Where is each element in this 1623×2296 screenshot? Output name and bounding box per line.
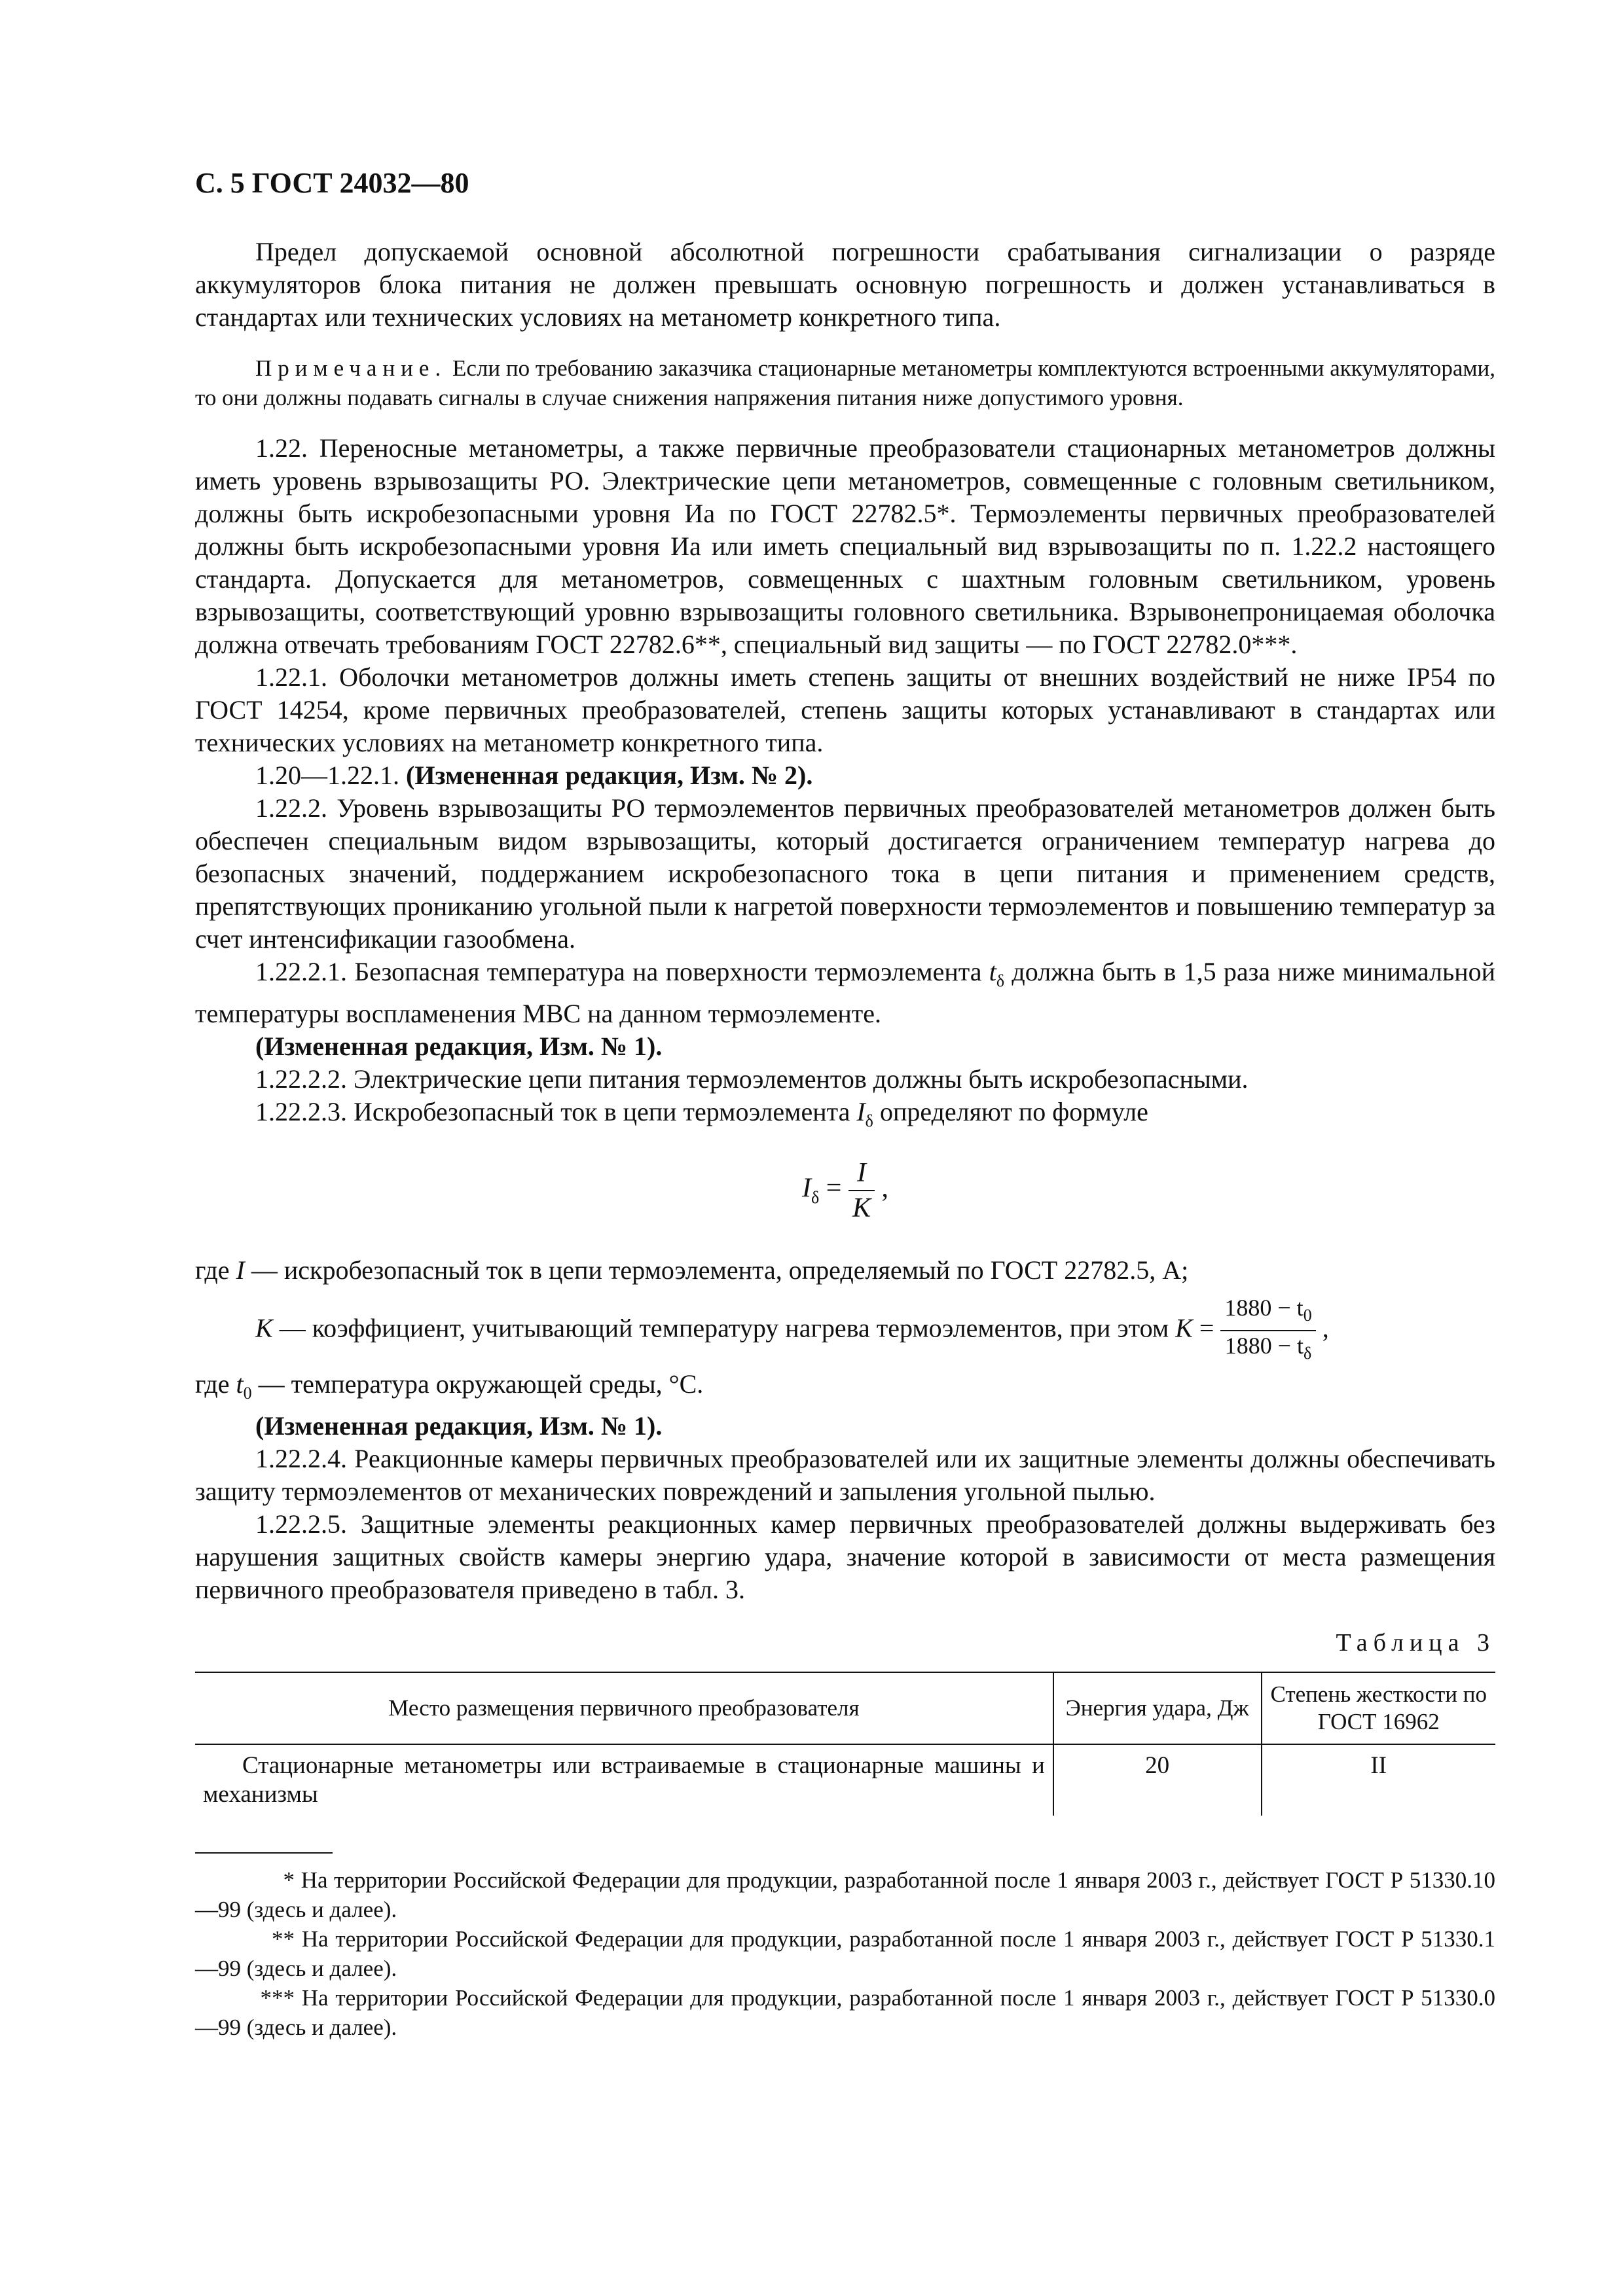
- footnote-text: На территории Российской Федерации для продукции, разработанной после 1 января 2003 г., действует ГОСТ Р 51330.1—99 (здесь и далее).: [195, 1926, 1495, 1982]
- where-coefficient: [195, 1293, 1495, 1368]
- symbol-subscript: δ: [996, 971, 1005, 990]
- fraction-denominator: K: [852, 1193, 871, 1223]
- footnote-text: На территории Российской Федерации для продукции, разработанной после 1 января 2003 г., действует ГОСТ Р 51330.10—99 (здесь и далее).: [195, 1867, 1495, 1923]
- clause-text: 1.22.2.1. Безопасная температура на поверхности термоэлемента: [255, 957, 989, 986]
- coefficient-fraction: [1220, 1293, 1315, 1368]
- where-temperature: [195, 1368, 1495, 1410]
- table-cell: Стационарные метанометры или встраиваемые в стационарные машины и механизмы: [203, 1752, 1045, 1808]
- note-text: Если по требованию заказчика стационарные метанометры комплектуются встроенными аккумуляторами, то они должны подавать сигналы в случае снижения напряжения питания ниже допустимого уровня.: [195, 355, 1495, 410]
- clause-1-22: 1.22. Переносные метанометры, а также первичные преобразователи стационарных метанометров должны иметь уровень взрывозащиты РО. Электрические цепи метанометров, совмещенные с головным светильником, должны быть искробезопасными уровня Иа по ГОСТ 22782.5*. Термоэлементы первичных преобразователей должны быть искробезопасными уровня Иа или иметь специальный вид взрывозащиты по п. 1.22.2 настоящего стандарта. Допускается для метанометров, совмещенных с шахтным головным светильником, уровень взрывозащиты, соответствующий уровню взрывозащиты головного светильника. Взрывонепроницаемая оболочка должна отвечать требованиям ГОСТ 22782.6**, специальный вид защиты — по ГОСТ 22782.0***.: [195, 433, 1495, 659]
- footnote-mark: ***: [260, 1985, 295, 2011]
- formula-equals: =: [819, 1173, 848, 1204]
- formula-tail: ,: [874, 1173, 888, 1204]
- where-text: — температура окружающей среды, °С.: [251, 1369, 704, 1399]
- table-header-cell: Энергия удара, Дж: [1053, 1672, 1262, 1744]
- footnote-mark: **: [272, 1926, 295, 1952]
- footnote-text: На территории Российской Федерации для продукции, разработанной после 1 января 2003 г., действует ГОСТ Р 51330.0—99 (здесь и далее).: [195, 1985, 1495, 2041]
- footnote-mark: *: [283, 1867, 295, 1893]
- fraction-numerator: I: [848, 1156, 875, 1191]
- where-text: где: [195, 1369, 236, 1399]
- formula-equals: =: [1192, 1313, 1221, 1343]
- clause-1-22-2-2: 1.22.2.2. Электрические цепи питания термоэлементов должны быть искробезопасными.: [255, 1064, 1249, 1094]
- clause-1-22-2-1: [195, 956, 1495, 1030]
- amendment-1a: (Измененная редакция, Изм. № 1).: [255, 1031, 663, 1061]
- clause-1-22-2: 1.22.2. Уровень взрывозащиты РО термоэлементов первичных преобразователей метанометров должен быть обеспечен специальным видом взрывозащиты, который достигается ограничением температур нагрева до безопасных значений, поддержанием искробезопасного тока в цепи питания и применением средств, препятствующих прониканию угольной пыли к нагретой поверхности термоэлементов и повышению температур за счет интенсификации газообмена.: [195, 793, 1495, 954]
- numerator-text: 1880 − t: [1224, 1295, 1304, 1321]
- symbol: I: [236, 1255, 245, 1285]
- table-cell: II: [1262, 1744, 1495, 1816]
- where-text: — искробезопасный ток в цепи термоэлемента, определяемый по ГОСТ 22782.5, А;: [244, 1255, 1189, 1285]
- table-header-row: [195, 1672, 1495, 1744]
- table-caption: Таблица 3: [1336, 1629, 1495, 1657]
- clause-1-22-2-5: 1.22.2.5. Защитные элементы реакционных камер первичных преобразователей должны выдерживать без нарушения защитных свойств камеры энергию удара, значение которой в зависимости от места размещения первичного преобразователя приведено в табл. 3.: [195, 1509, 1495, 1605]
- formula-tail: ,: [1315, 1313, 1329, 1343]
- footnote: [195, 1983, 1495, 2042]
- where-current: [195, 1254, 1495, 1287]
- clause-text: должна быть в 1,5 раза ниже минимальной температуры воспламенения МВС на данном термоэлементе.: [195, 957, 1496, 1028]
- fraction-numerator: [1220, 1293, 1315, 1331]
- footnote: [195, 1924, 1495, 1983]
- note-label: Примечание.: [255, 355, 447, 381]
- formula-fraction: [848, 1156, 875, 1225]
- fraction-denominator: [1220, 1331, 1315, 1368]
- amendment-2: [195, 759, 1495, 792]
- clause-1-22-2-4: 1.22.2.4. Реакционные камеры первичных преобразователей или их защитные элементы должны обеспечивать защиту термоэлементов от механических повреждений и запыления угольной пылью.: [195, 1444, 1495, 1507]
- document-page: [195, 164, 1495, 2042]
- clause-text: 1.22.2.3. Искробезопасный ток в цепи термоэлемента: [255, 1097, 857, 1126]
- symbol: t: [989, 957, 996, 986]
- amendment-2-text: (Измененная редакция, Изм. № 2).: [406, 761, 813, 790]
- table-cell: 20: [1053, 1744, 1262, 1816]
- where-text: где: [195, 1255, 236, 1285]
- intro-paragraph: Предел допускаемой основной абсолютной погрешности срабатывания сигнализации о разряде аккумуляторов блока питания не должен превышать основную погрешность и должен устанавливаться в стандартах или технических условиях на метанометр конкретного типа.: [195, 237, 1495, 332]
- formula-lhs-subscript: δ: [811, 1188, 820, 1208]
- denominator-subscript: δ: [1304, 1344, 1312, 1363]
- where-text: — коэффициент, учитывающий температуру нагрева термоэлементов, при этом: [272, 1313, 1176, 1343]
- denominator-text: 1880 − t: [1224, 1333, 1304, 1359]
- formula-current: [195, 1156, 1495, 1241]
- amendment-2-prefix: 1.20—1.22.1.: [255, 761, 406, 790]
- clause-text: определяют по формуле: [873, 1097, 1148, 1126]
- footnote: [195, 1865, 1495, 1924]
- table-header-cell: Степень жесткости по ГОСТ 16962: [1262, 1672, 1495, 1744]
- impact-energy-table: [195, 1672, 1495, 1816]
- symbol-subscript: 0: [243, 1384, 252, 1403]
- symbol: I: [856, 1097, 866, 1126]
- note-paragraph: [195, 353, 1495, 412]
- table-row: [195, 1744, 1495, 1816]
- symbol-subscript: δ: [865, 1111, 873, 1130]
- amendment-1b: (Измененная редакция, Изм. № 1).: [255, 1411, 663, 1441]
- symbol: K: [255, 1313, 273, 1343]
- numerator-subscript: 0: [1303, 1306, 1312, 1325]
- symbol: t: [236, 1369, 244, 1399]
- table-header-cell: Место размещения первичного преобразователя: [195, 1672, 1053, 1744]
- clause-1-22-2-3: [195, 1096, 1495, 1138]
- symbol: K: [1175, 1313, 1193, 1343]
- running-header: С. 5 ГОСТ 24032—80: [195, 167, 469, 199]
- clause-1-22-1: 1.22.1. Оболочки метанометров должны иметь степень защиты от внешних воздействий не ниже IP54 по ГОСТ 14254, кроме первичных преобразователей, степень защиты которых устанавливают в стандартах или технических условиях на метанометр конкретного типа.: [195, 662, 1495, 757]
- footnote-rule: [195, 1852, 333, 1854]
- formula-lhs: I: [802, 1173, 812, 1204]
